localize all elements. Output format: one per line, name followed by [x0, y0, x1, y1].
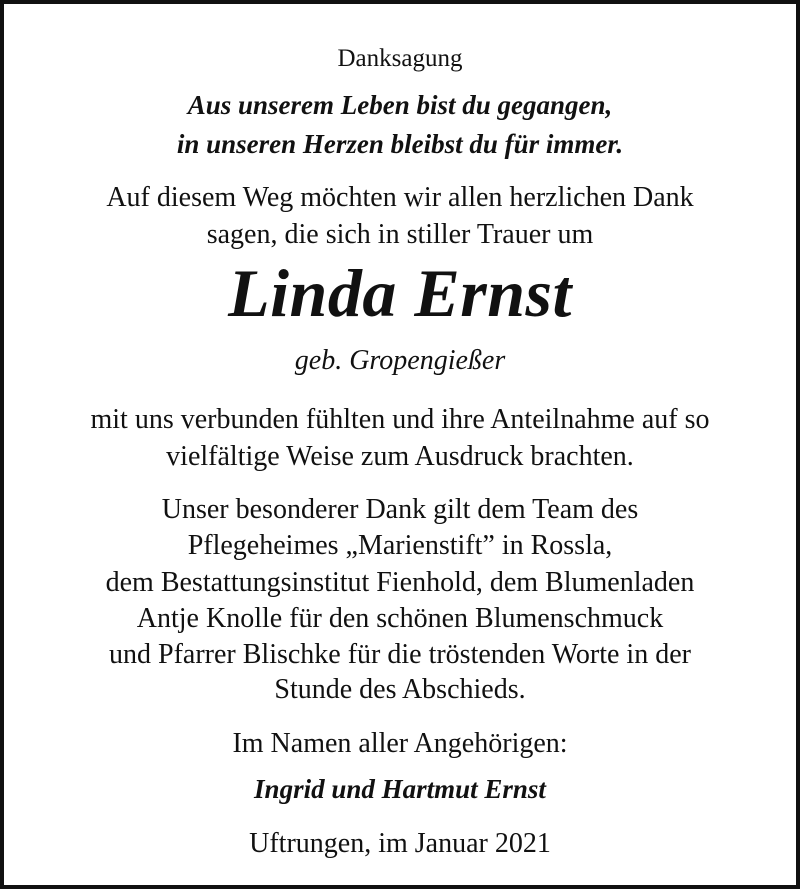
special-thanks-line-2: Pflegeheimes „Marienstift” in Rossla,: [187, 530, 613, 561]
sympathy-line-1: mit uns verbunden fühlten und ihre Anteilnahme auf so: [90, 404, 710, 435]
intro-line-1: Auf diesem Weg möchten wir allen herzlichen Dank: [106, 182, 694, 213]
intro-line-2: sagen, die sich in stiller Trauer um: [206, 219, 594, 250]
special-thanks-line-4: Antje Knolle für den schönen Blumenschmuck: [136, 603, 664, 634]
special-thanks-line-5: und Pfarrer Blischke für die tröstenden Worte in der: [109, 639, 691, 670]
special-thanks-line-3: dem Bestattungsinstitut Fienhold, dem Blumenladen: [105, 567, 695, 598]
family-intro: Im Namen aller Angehörigen:: [232, 728, 568, 759]
motto-line-1: Aus unserem Leben bist du gegangen,: [187, 90, 613, 120]
notice-heading: Danksagung: [337, 45, 463, 72]
special-thanks-line-1: Unser besonderer Dank gilt dem Team des: [161, 494, 639, 525]
family-signature: Ingrid und Hartmut Ernst: [254, 774, 546, 804]
deceased-name: Linda Ernst: [228, 255, 572, 331]
sympathy-line-2: vielfältige Weise zum Ausdruck brachten.: [166, 441, 634, 472]
place-and-date: Uftrungen, im Januar 2021: [249, 828, 551, 859]
motto-line-2: in unseren Herzen bleibst du für immer.: [176, 129, 624, 159]
maiden-name: geb. Gropengießer: [294, 345, 506, 376]
special-thanks-line-6: Stunde des Abschieds.: [274, 674, 526, 705]
